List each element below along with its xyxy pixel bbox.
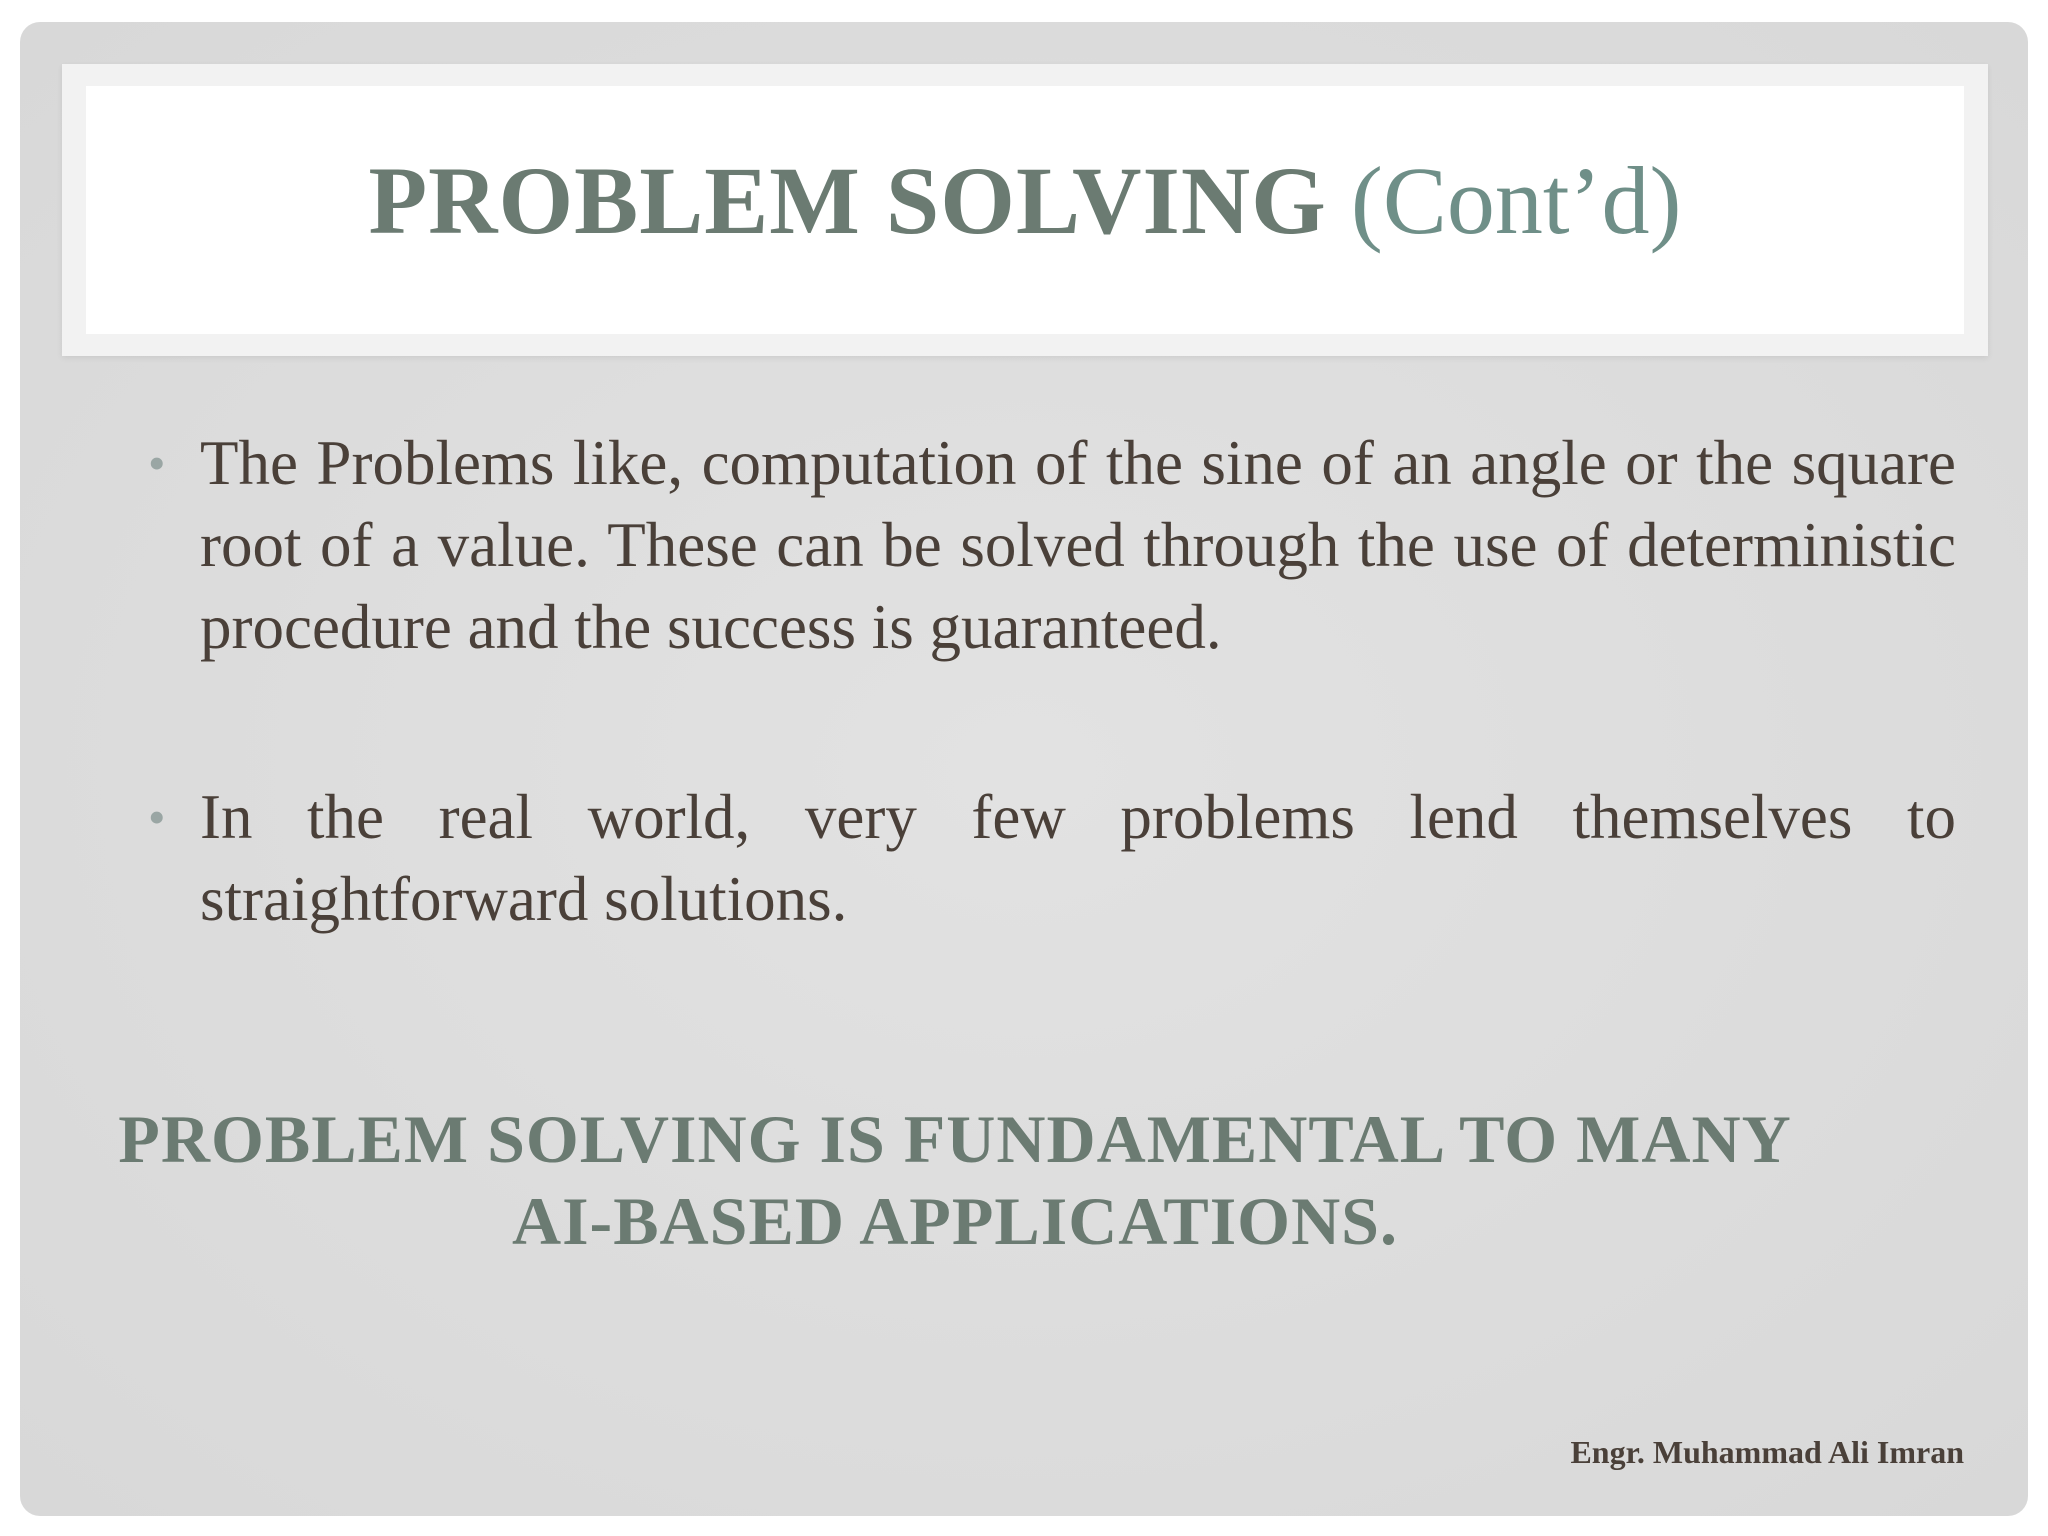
bullet-item: [148, 422, 1956, 668]
bullet-text: In the real world, very few problems lend themselves to straightforward solutions.: [200, 782, 1956, 934]
bullet-marker: •: [148, 435, 166, 491]
callout-line-1: PROBLEM SOLVING IS FUNDAMENTAL TO MANY: [118, 1101, 1792, 1177]
title-band: [62, 64, 1988, 356]
title-main: PROBLEM SOLVING: [368, 147, 1327, 254]
bullet-marker: •: [148, 789, 166, 845]
slide-title: [368, 147, 1682, 254]
title-suffix: (Cont’d): [1350, 147, 1682, 254]
callout-line-2: AI-BASED APPLICATIONS.: [511, 1183, 1398, 1259]
author-footer: Engr. Muhammad Ali Imran: [1570, 1434, 1964, 1470]
slide: [20, 22, 2028, 1516]
title-box: [86, 86, 1964, 334]
bullet-item: [148, 776, 1956, 940]
bullet-text: The Problems like, computation of the sine of an angle or the square root of a value. These can be solved through the use of deterministic procedure and the success is guaranteed.: [200, 428, 1956, 662]
callout-text: [110, 1098, 1800, 1262]
bullet-list: [148, 422, 1956, 940]
